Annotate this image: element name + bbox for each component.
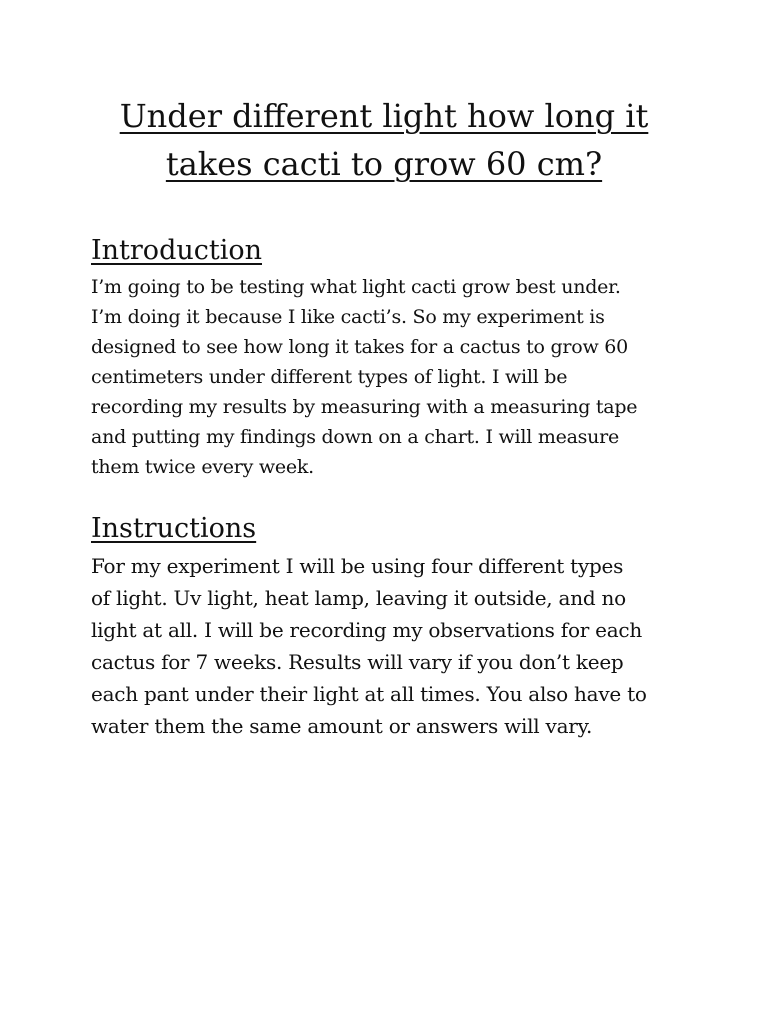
introduction-heading: Introduction	[91, 235, 262, 266]
document-title: Under different light how long it takes cacti to grow 60 cm?	[119, 97, 649, 183]
introduction-body: I’m going to be testing what light cacti grow best under. I’m doing it because I like cacti’s. So my experiment is designed to see how long it takes for a cactus to grow 60 centimeters under different types of light. I will be recording my results by measuring with a measuring tape and putting my findings down on a chart. I will measure them twice every week.	[91, 276, 638, 478]
introduction-section	[91, 234, 681, 482]
instructions-heading: Instructions	[91, 513, 257, 544]
instructions-body: For my experiment I will be using four different types of light. Uv light, heat lamp, leaving it outside, and no light at all. I will be recording my observations for each cactus for 7 weeks. Results will vary if you don’t keep each pant under their light at all times. You also have to water them the same amount or answers will vary.	[91, 554, 647, 738]
instructions-section	[91, 512, 681, 742]
